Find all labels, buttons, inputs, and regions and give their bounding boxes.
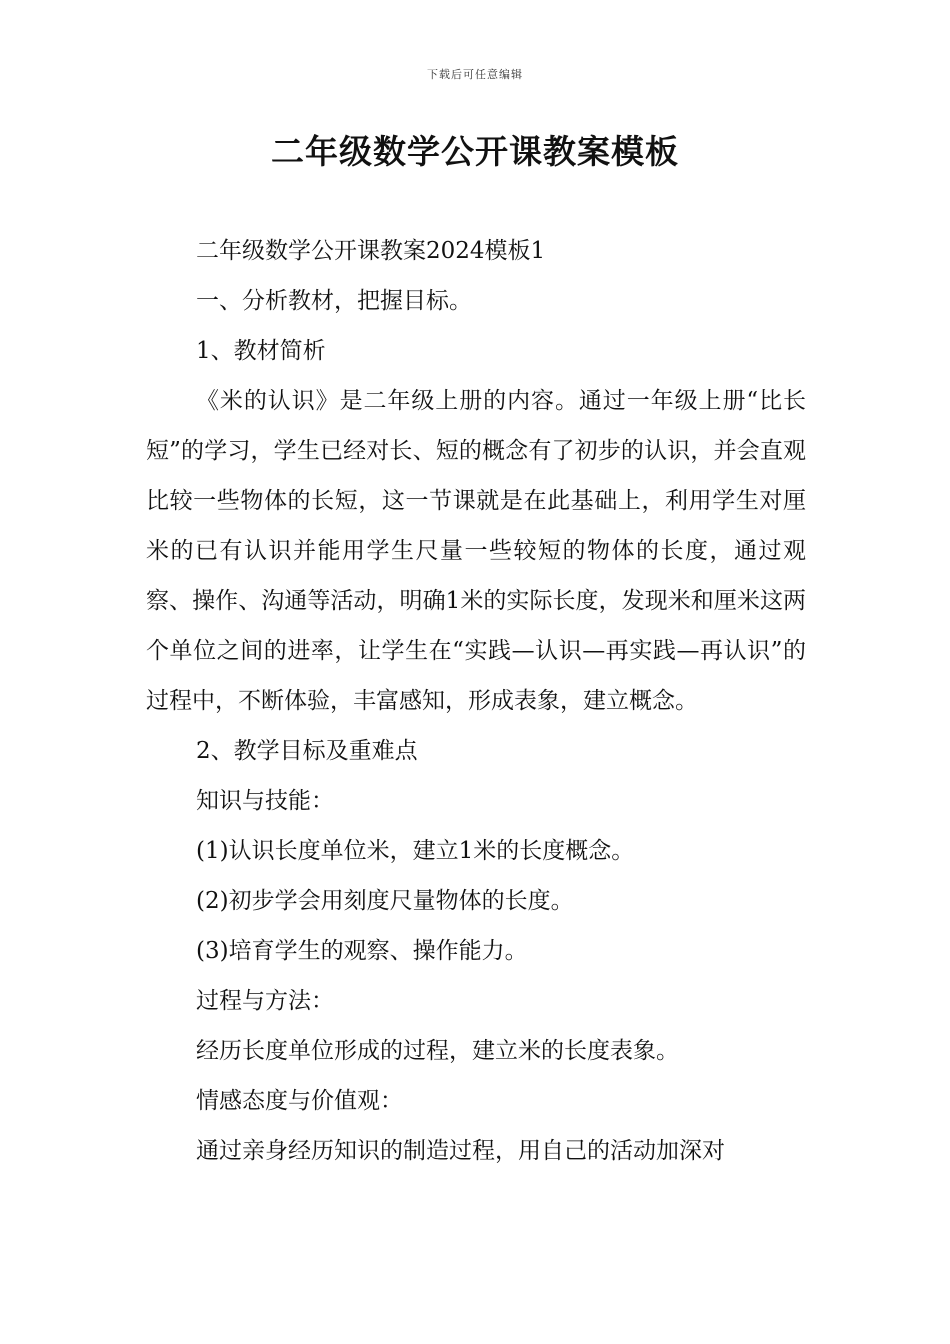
paragraph-goal-heading: 情感态度与价值观： [196, 1088, 403, 1114]
paragraph-goal-item: 经历长度单位形成的过程，建立米的长度表象。 [196, 1038, 679, 1064]
document-title: 二年级数学公开课教案模板 [271, 132, 679, 171]
paragraph-lesson-heading: 二年级数学公开课教案2024模板1 [196, 238, 546, 264]
paragraph-section-heading: 一、分析教材，把握目标。 [196, 288, 472, 314]
paragraph-goal-heading: 过程与方法： [196, 988, 334, 1014]
paragraph-subsection-heading: 2、教学目标及重难点 [196, 738, 418, 764]
paragraph-material-analysis: 《米的认识》是二年级上册的内容。通过一年级上册“比长短”的学习，学生已经对长、短的概念有了初步的认识，并会直观比较一些物体的长短，这一节课就是在此基础上，利用学生对厘米的已有认识并能用学生尺量一些较短的物体的长度，通过观察、操作、沟通等活动，明确1米的实际长度，发现米和厘米这两个单位之间的进率，让学生在“实践—认识—再实践—再认识”的过程中，不断体验，丰富感知，形成表象，建立概念。 [146, 388, 806, 714]
paragraph-goal-item: 通过亲身经历知识的制造过程，用自己的活动加深对 [196, 1138, 725, 1164]
document-body [146, 226, 806, 1176]
header-note: 下载后可任意编辑 [427, 68, 523, 81]
paragraph-goal-item: (2)初步学会用刻度尺量物体的长度。 [196, 888, 574, 914]
paragraph-goal-item: (1)认识长度单位米，建立1米的长度概念。 [196, 838, 635, 864]
paragraph-subsection-heading: 1、教材简析 [196, 338, 326, 364]
paragraph-goal-heading: 知识与技能： [196, 788, 334, 814]
paragraph-goal-item: (3)培育学生的观察、操作能力。 [196, 938, 528, 964]
